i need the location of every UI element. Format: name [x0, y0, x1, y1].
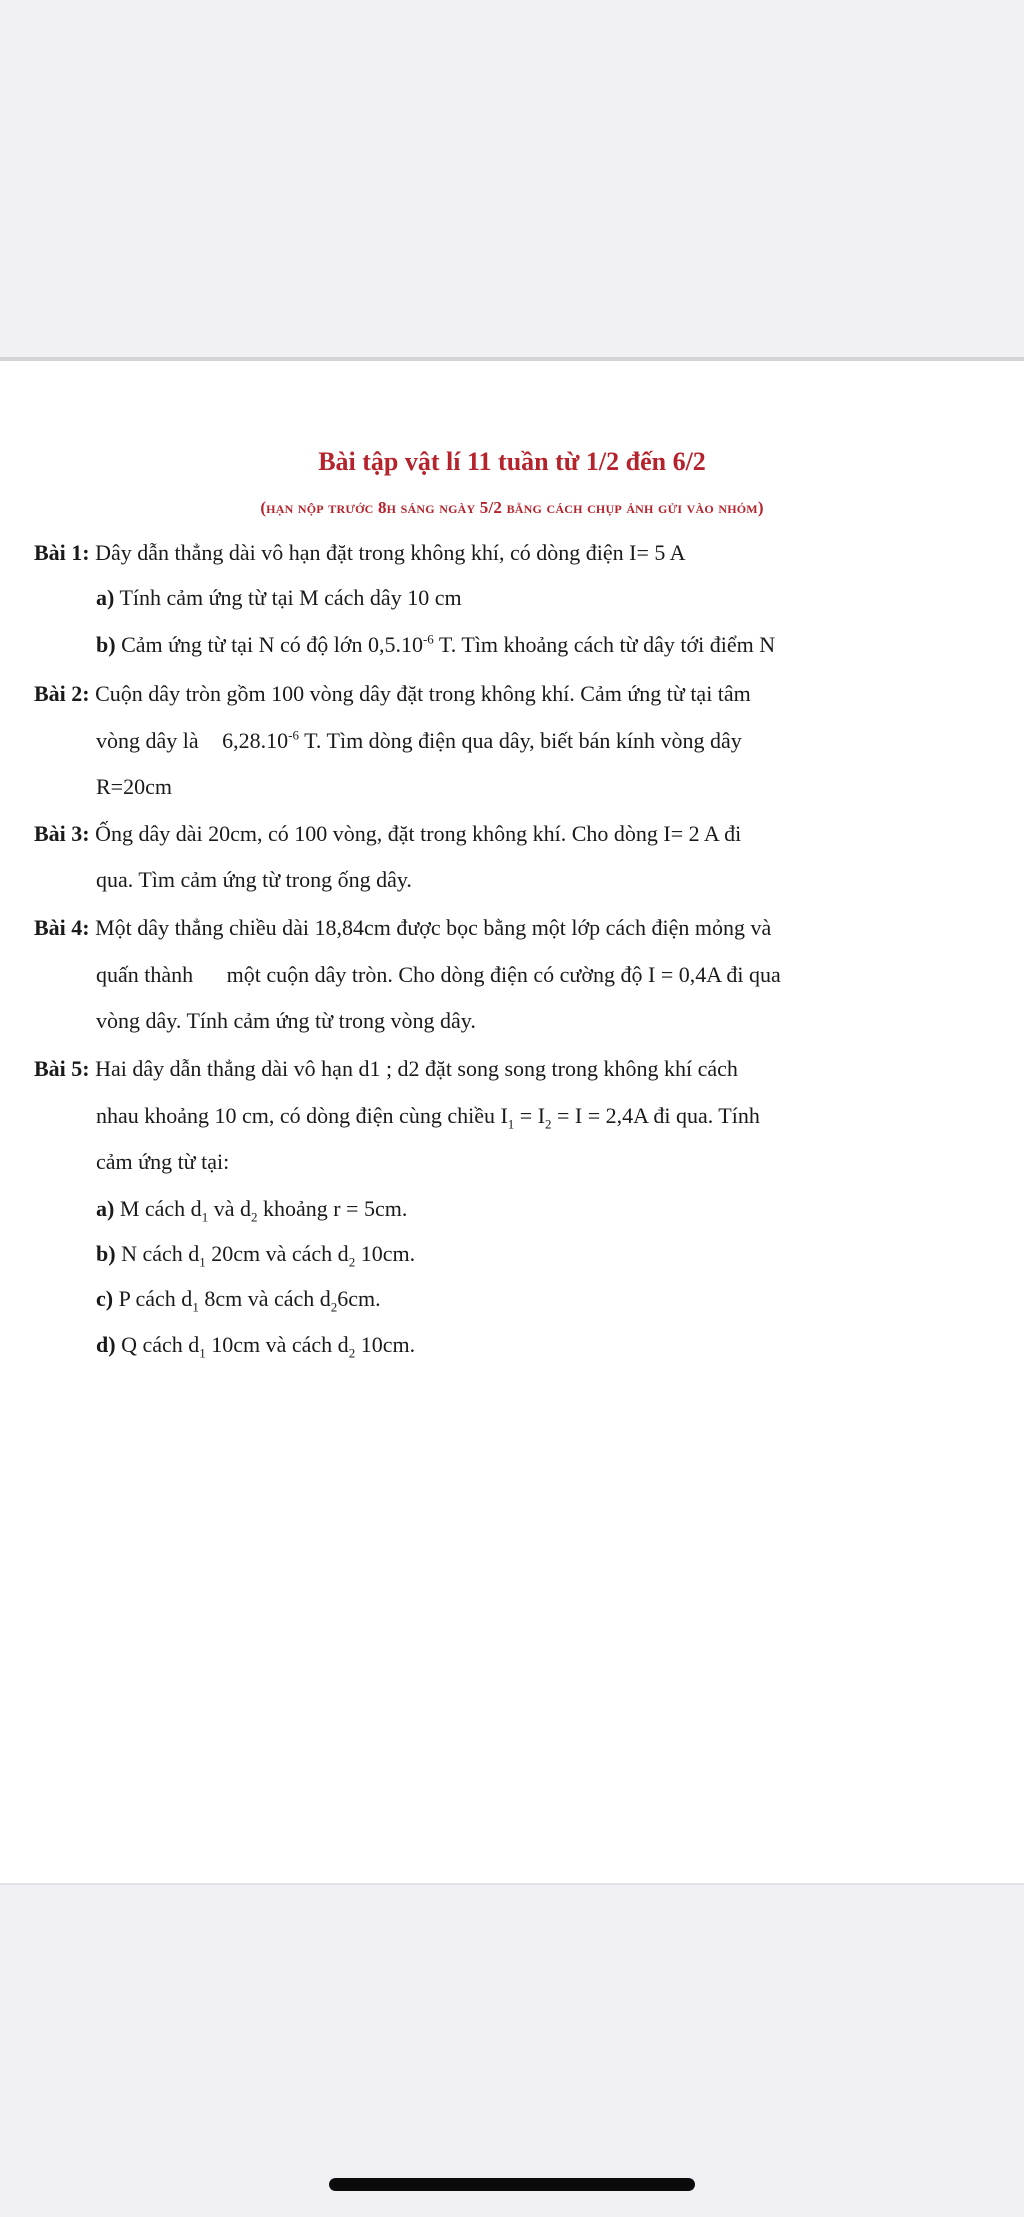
bai3-label: Bài 3: [34, 821, 90, 846]
bai5-d-sub1: 1 [199, 1345, 206, 1361]
bai5-line2 [96, 1101, 760, 1131]
bai5-a-sub2: 2 [250, 1209, 258, 1225]
bai5-d-t2: 10cm và cách d [211, 1332, 349, 1357]
page-title: Bài tập vật lí 11 tuần từ 1/2 đến 6/2 [318, 447, 706, 476]
bai5-line3: cảm ứng từ tại: [96, 1149, 230, 1174]
bai3-line2: qua. Tìm cảm ứng từ trong ống dây. [96, 867, 412, 892]
bai5-c-t2: 8cm và cách d [204, 1286, 331, 1311]
bai3-text1: Ống dây dài 20cm, có 100 vòng, đặt trong không khí. Cho dòng I= 2 A đi [95, 821, 742, 846]
bai5-text1: Hai dây dẫn thẳng dài vô hạn d1 ; d2 đặt song song trong không khí cách [95, 1056, 738, 1081]
bai5-c-t3: 6cm. [337, 1286, 381, 1311]
bai5-text2b: = I [519, 1103, 546, 1128]
bai2-line3: R=20cm [96, 774, 172, 799]
bai2-text2b: 6,28.10 [222, 728, 289, 753]
bai5-b-t1: N cách d [121, 1241, 200, 1266]
bai5-b [96, 1239, 415, 1269]
bai5-b-sub1: 1 [199, 1254, 206, 1270]
bai1-b-label: b) [96, 632, 116, 657]
bai5-text2a: nhau khoảng 10 cm, có dòng điện cùng chiều I [96, 1103, 508, 1128]
bai5-a-t3: khoảng r = 5cm. [262, 1196, 408, 1221]
bai5-a-t2: và d [213, 1196, 251, 1221]
document-page [0, 357, 1024, 1885]
bai5-text2c: = I = 2,4A đi qua. Tính [557, 1103, 760, 1128]
bai5-a-t1: M cách d [119, 1196, 202, 1221]
bai1-text: Dây dẫn thẳng dài vô hạn đặt trong không khí, có dòng điện I= 5 A [95, 540, 686, 565]
bai4-line1 [34, 913, 771, 943]
bai5-d-t1: Q cách d [121, 1332, 200, 1357]
bai5-a-sub1: 1 [201, 1209, 209, 1225]
bai1-b-text2: T. Tìm khoảng cách từ dây tới điểm N [438, 632, 776, 657]
bai2-label: Bài 2: [34, 681, 90, 706]
bai2-text2a: vòng dây là [96, 728, 199, 753]
bai5-sub-i1: 1 [507, 1116, 515, 1132]
bai4-label: Bài 4: [34, 915, 90, 940]
bai1-b-text1: Cảm ứng từ tại N có độ lớn 0,5.10 [121, 632, 423, 657]
bai5-d [96, 1330, 415, 1360]
bai5-c-sub1: 1 [192, 1299, 199, 1315]
bai2-text1: Cuộn dây tròn gồm 100 vòng dây đặt trong không khí. Cảm ứng từ tại tâm [95, 681, 751, 706]
bai5-c [96, 1284, 381, 1314]
bai4-text2b: một cuộn dây tròn. Cho dòng điện có cường độ I = 0,4A đi qua [226, 962, 781, 987]
bai5-b-t3: 10cm. [360, 1241, 416, 1266]
bai5-sub-i2: 2 [545, 1116, 552, 1132]
bai2-line2 [96, 726, 742, 756]
bai1-a-label: a) [96, 585, 115, 610]
bai5-c-t1: P cách d [118, 1286, 193, 1311]
bai1-label: Bài 1: [34, 540, 90, 565]
bai5-b-label: b) [96, 1241, 116, 1266]
bai5-line1 [34, 1054, 738, 1084]
bai4-line3: vòng dây. Tính cảm ứng từ trong vòng dây. [96, 1008, 476, 1033]
bai5-d-sub2: 2 [348, 1345, 356, 1361]
bai5-d-t3: 10cm. [360, 1332, 416, 1357]
bai1-b-exp: -6 [422, 631, 434, 647]
bai4-text1: Một dây thẳng chiều dài 18,84cm được bọc bằng một lớp cách điện mỏng và [95, 915, 772, 940]
bai5-b-t2: 20cm và cách d [211, 1241, 349, 1266]
bai3-line1 [34, 819, 741, 849]
page-subtitle: (hạn nộp trước 8h sáng ngày 5/2 bằng cách chụp ảnh gửi vào nhóm) [260, 498, 764, 517]
bai2-exp: -6 [288, 727, 299, 743]
home-indicator-bar[interactable] [329, 2178, 695, 2191]
bai2-text2c: T. Tìm dòng điện qua dây, biết bán kính vòng dây [304, 728, 742, 753]
bai4-line2 [96, 960, 781, 990]
bai1-a-text: Tính cảm ứng từ tại M cách dây 10 cm [119, 585, 462, 610]
bai1-line1 [34, 538, 686, 568]
bai5-c-label: c) [96, 1286, 114, 1311]
bai1-b [96, 630, 775, 660]
bai1-a [96, 583, 462, 613]
bai5-d-label: d) [96, 1332, 116, 1357]
bai5-a-label: a) [96, 1196, 115, 1221]
bai5-b-sub2: 2 [348, 1254, 356, 1270]
bai2-line1 [34, 679, 751, 709]
bai5-a [96, 1194, 407, 1224]
bai4-text2a: quấn thành [96, 962, 194, 987]
bai5-label: Bài 5: [34, 1056, 90, 1081]
bai5-c-sub2: 2 [330, 1299, 338, 1315]
